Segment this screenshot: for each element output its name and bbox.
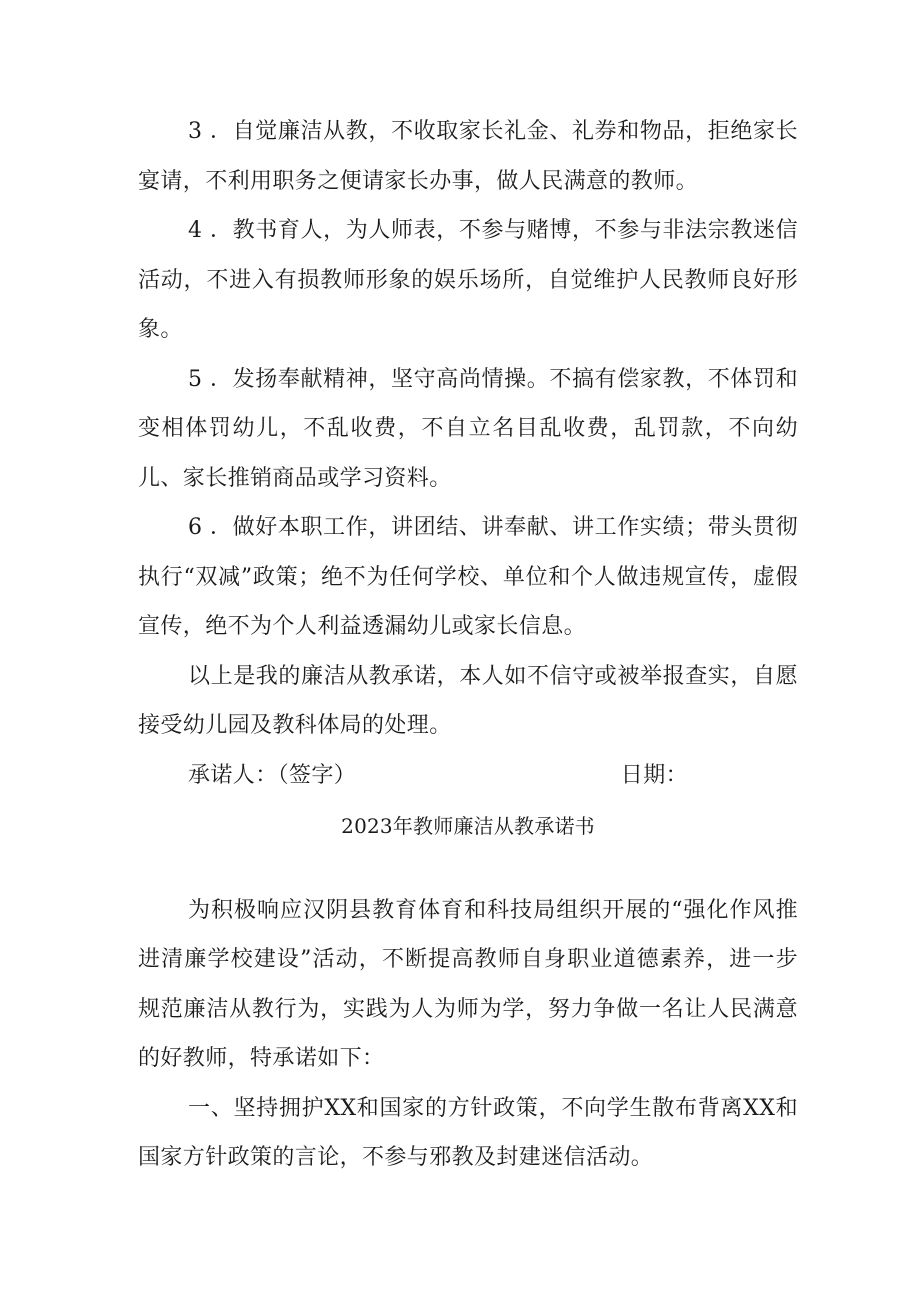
pledge-item-3: 3 ．自觉廉洁从教，不收取家长礼金、礼券和物品，拒绝家长宴请，不利用职务之便请家长办事，做人民满意的教师。: [138, 119, 798, 194]
pledge-item-4: 4 ．教书育人，为人师表，不参与赌博，不参与非法宗教迷信活动，不进入有损教师形象的娱乐场所，自觉维护人民教师良好形象。: [138, 218, 798, 342]
signature-row: [138, 751, 798, 801]
pledge-item-6: 6 ．做好本职工作，讲团结、讲奉献、讲工作实绩；带头贯彻执行“双减”政策；绝不为任何学校、单位和个人做违规宣传，虚假宣传，绝不为个人利益透漏幼儿或家长信息。: [138, 515, 798, 639]
second-doc-item-1: 一、坚持拥护XX和国家的方针政策，不向学生散布背离XX和国家方针政策的言论，不参与邪教及封建迷信活动。: [138, 1095, 798, 1170]
pledge-closing: 以上是我的廉洁从教承诺，本人如不信守或被举报查实，自愿接受幼儿园及教科体局的处理。: [138, 663, 798, 738]
promiser-signature-label: 承诺人：（签字）: [188, 762, 357, 788]
second-document-title: 2023年教师廉洁从教承诺书: [341, 814, 595, 838]
second-doc-intro: 为积极响应汉阴县教育体育和科技局组织开展的“强化作风推进清廉学校建设”活动，不断提高教师自身职业道德素养，进一步规范廉洁从教行为，实践为人为师为学，努力争做一名让人民满意的好教师，特承诺如下：: [138, 897, 798, 1071]
date-label: 日期：: [620, 762, 688, 788]
document-body: [138, 107, 798, 1183]
pledge-item-5: 5 ．发扬奉献精神，坚守高尚情操。不搞有偿家教，不体罚和变相体罚幼儿，不乱收费，不自立名目乱收费，乱罚款，不向幼儿、家长推销商品或学习资料。: [138, 366, 798, 491]
